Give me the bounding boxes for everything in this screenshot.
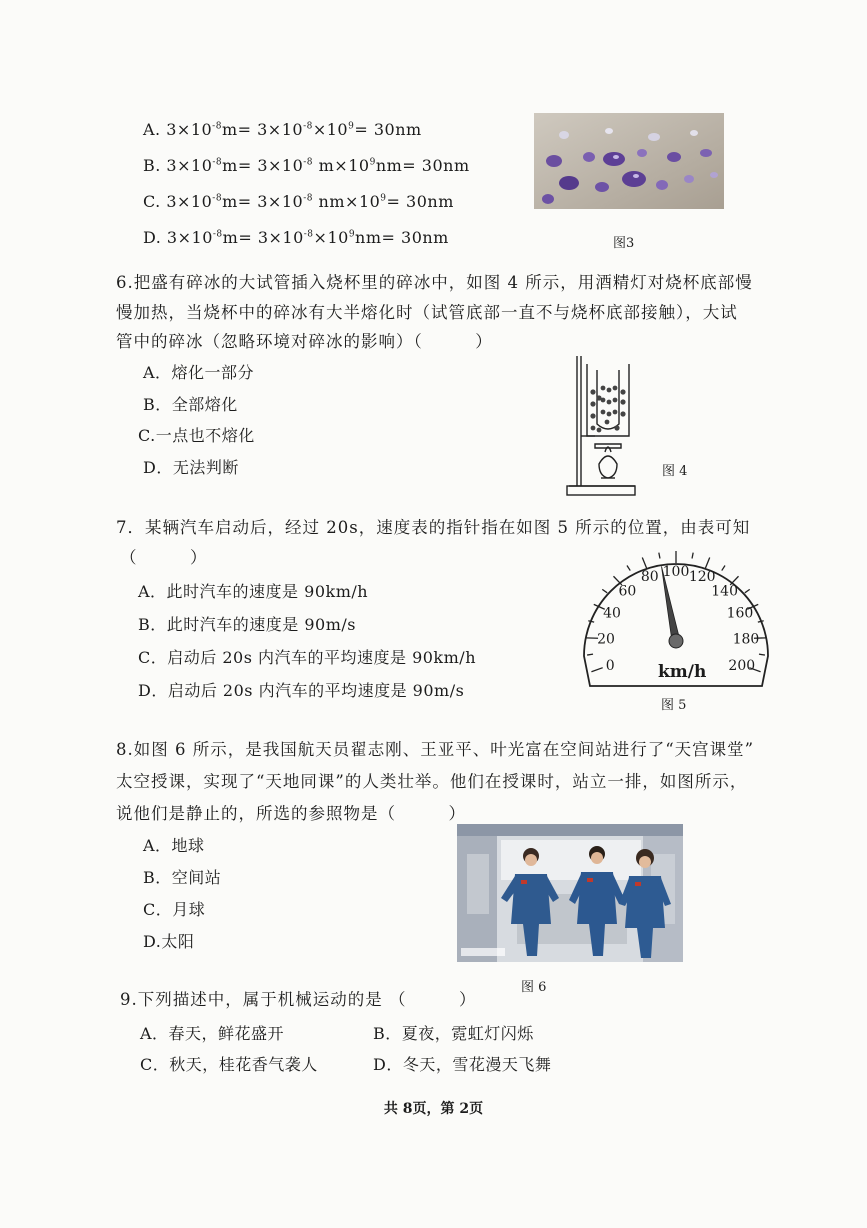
q6-option-d: D．无法判断 bbox=[143, 458, 239, 477]
q6-stem-line-3: 管中的碎冰（忽略环境对碎冰的影响）（ ） bbox=[116, 332, 493, 351]
q8-option-c: C．月球 bbox=[143, 900, 206, 919]
speedometer-minor-tick bbox=[602, 589, 607, 592]
speedometer-minor-tick bbox=[627, 566, 630, 571]
q5-option-c: C. $3\times 10^{-8}m= 3\times 10^{-8}$ $nm\times 10^9= 30nm$ bbox=[143, 192, 454, 211]
speedometer-minor-tick bbox=[722, 566, 725, 571]
speedometer-minor-tick bbox=[758, 621, 764, 622]
speedometer-tick-label: 0 bbox=[605, 657, 615, 674]
speedometer-major-tick bbox=[591, 668, 602, 672]
q6-stem-line-1: 6.把盛有碎冰的大试管插入烧杯里的碎冰中，如图 4 所示，用酒精灯对烧杯底部慢 bbox=[116, 273, 753, 292]
q9-option-c: C．秋天，桂花香气袭人 bbox=[140, 1055, 318, 1074]
q8-option-d: D.太阳 bbox=[143, 932, 195, 951]
speedometer-minor-tick bbox=[759, 654, 765, 655]
speedometer-major-tick bbox=[642, 558, 646, 569]
speedometer-minor-tick bbox=[587, 654, 593, 655]
speedometer-tick-label: 100 bbox=[662, 564, 690, 580]
q5-option-d: D. $3\times 10^{-8}m= 3\times 10^{-8}\times 10^9nm= 30nm$ bbox=[143, 228, 449, 247]
speedometer-tick-label: 20 bbox=[597, 631, 615, 648]
speedometer-tick-label: 180 bbox=[732, 631, 760, 648]
figure-3-caption: 图3 bbox=[613, 236, 635, 251]
speedometer-minor-tick bbox=[692, 553, 693, 559]
q9-option-a: A．春天，鲜花盛开 bbox=[140, 1024, 285, 1043]
speedometer-major-tick bbox=[705, 558, 709, 569]
q5-option-a: A. $3\times 10^{-8}m= 3\times 10^{-8}\times 10^9= 30nm$ bbox=[143, 120, 422, 139]
q6-option-c: C.一点也不熔化 bbox=[138, 426, 255, 445]
figure-5-caption: 图 5 bbox=[661, 698, 687, 713]
q7-option-b: B．此时汽车的速度是 90m/s bbox=[138, 615, 356, 634]
figure-6-astronauts-photo bbox=[457, 824, 683, 962]
speedometer-tick-label: 60 bbox=[618, 583, 637, 600]
q6-stem-line-2: 慢加热，当烧杯中的碎冰有大半熔化时（试管底部一直不与烧杯底部接触），大试 bbox=[116, 303, 738, 322]
speedometer-tick-label: 80 bbox=[640, 569, 659, 586]
q7-option-d: D．启动后 20s 内汽车的平均速度是 90m/s bbox=[138, 681, 465, 700]
q7-stem-line-2: （ ） bbox=[120, 548, 208, 567]
q8-stem-line-3: 说他们是静止的，所选的参照物是（ ） bbox=[116, 804, 466, 823]
q9-option-b: B．夏夜，霓虹灯闪烁 bbox=[373, 1024, 534, 1043]
q9-stem: 9.下列描述中，属于机械运动的是 （ ） bbox=[120, 990, 477, 1009]
speedometer-tick-label: 120 bbox=[688, 569, 716, 586]
q8-stem-line-1: 8.如图 6 所示，是我国航天员翟志刚、王亚平、叶光富在空间站进行了“天宫课堂” bbox=[116, 740, 755, 759]
speedometer-tick-label: 200 bbox=[728, 657, 756, 674]
q6-option-b: B．全部熔化 bbox=[143, 395, 238, 414]
speedometer-unit-label: km/h bbox=[658, 662, 707, 682]
q7-option-c: C．启动后 20s 内汽车的平均速度是 90km/h bbox=[138, 648, 476, 667]
speedometer-hub bbox=[669, 634, 683, 648]
speedometer-minor-tick bbox=[588, 621, 594, 622]
speedometer-minor-tick bbox=[745, 589, 750, 592]
figure-6-caption: 图 6 bbox=[521, 980, 547, 995]
q7-option-a: A．此时汽车的速度是 90km/h bbox=[138, 582, 369, 601]
q8-stem-line-2: 太空授课，实现了“天地同课”的人类壮举。他们在授课时，站立一排，如图所示， bbox=[116, 772, 748, 791]
figure-3-droplets-photo bbox=[534, 113, 724, 209]
speedometer-tick-label: 40 bbox=[603, 605, 621, 622]
speedometer-tick-label: 160 bbox=[726, 605, 754, 622]
figure-4-caption: 图 4 bbox=[662, 464, 688, 479]
q7-stem-line-1: 7．某辆汽车启动后，经过 20s，速度表的指针指在如图 5 所示的位置，由表可知 bbox=[116, 518, 751, 537]
q9-option-d: D．冬天，雪花漫天飞舞 bbox=[373, 1055, 552, 1074]
figure-4-heating-apparatus bbox=[565, 352, 645, 500]
q6-option-a: A．熔化一部分 bbox=[143, 363, 255, 382]
speedometer-tick-label: 140 bbox=[711, 583, 738, 600]
page-footer: 共 8页，第 2页 bbox=[383, 1101, 484, 1117]
speedometer-minor-tick bbox=[659, 553, 660, 559]
q5-option-b: B. $3\times 10^{-8}m= 3\times 10^{-8}$ $m\times 10^9nm= 30nm$ bbox=[143, 156, 470, 175]
q8-option-a: A．地球 bbox=[143, 836, 205, 855]
q8-option-b: B．空间站 bbox=[143, 868, 222, 887]
figure-5-speedometer bbox=[578, 544, 774, 692]
